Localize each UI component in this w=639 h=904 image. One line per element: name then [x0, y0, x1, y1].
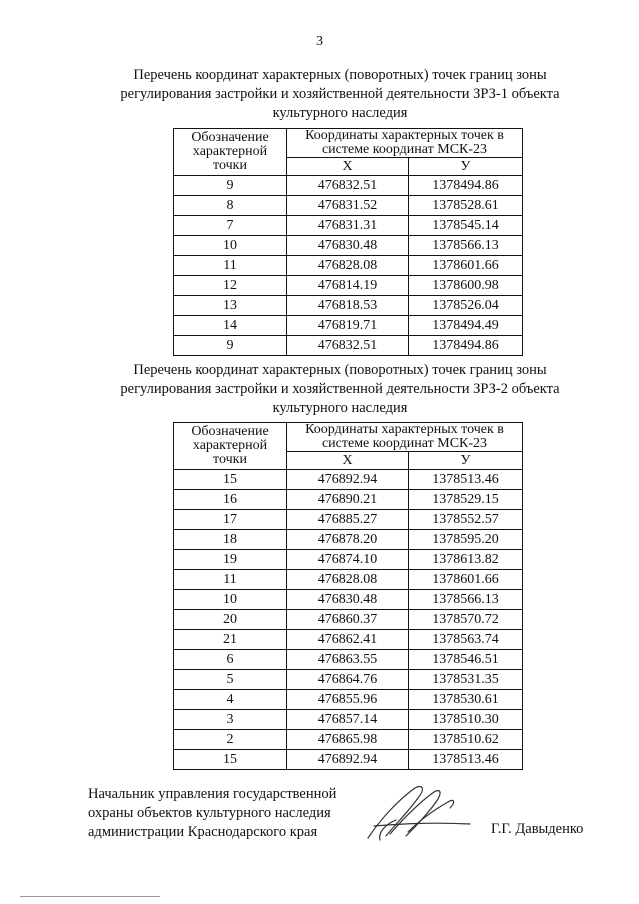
table1-body	[174, 176, 523, 356]
x-coordinate-cell: 476892.94	[287, 470, 409, 490]
header-y: У	[409, 158, 523, 176]
table-row	[174, 296, 523, 316]
x-coordinate-cell: 476828.08	[287, 256, 409, 276]
y-coordinate-cell: 1378529.15	[409, 490, 523, 510]
table-row	[174, 670, 523, 690]
point-cell: 14	[174, 316, 287, 336]
y-coordinate-cell: 1378552.57	[409, 510, 523, 530]
point-cell: 5	[174, 670, 287, 690]
signatory-position	[88, 785, 336, 842]
x-coordinate-cell: 476830.48	[287, 590, 409, 610]
table-row	[174, 570, 523, 590]
x-coordinate-cell: 476857.14	[287, 710, 409, 730]
header-point-designation: Обозначение характерной точки	[174, 129, 287, 176]
table-row	[174, 750, 523, 770]
handwritten-signature	[360, 780, 475, 845]
point-cell: 6	[174, 650, 287, 670]
table-row	[174, 316, 523, 336]
table-row	[174, 650, 523, 670]
point-cell: 2	[174, 730, 287, 750]
table2-body	[174, 470, 523, 770]
table-row	[174, 590, 523, 610]
x-coordinate-cell: 476860.37	[287, 610, 409, 630]
x-coordinate-cell: 476862.41	[287, 630, 409, 650]
point-cell: 15	[174, 750, 287, 770]
point-cell: 8	[174, 196, 287, 216]
table-row	[174, 730, 523, 750]
point-cell: 7	[174, 216, 287, 236]
header-point-designation: Обозначение характерной точки	[174, 423, 287, 470]
table-row	[174, 490, 523, 510]
table-row	[174, 176, 523, 196]
table-row	[174, 630, 523, 650]
caption-line: Перечень координат характерных (поворотных) точек границ зоны	[133, 362, 547, 378]
x-coordinate-cell: 476819.71	[287, 316, 409, 336]
y-coordinate-cell: 1378513.46	[409, 750, 523, 770]
point-cell: 11	[174, 570, 287, 590]
point-cell: 20	[174, 610, 287, 630]
header-coordinates: Координаты характерных точек в системе координат МСК-23	[287, 423, 523, 452]
y-coordinate-cell: 1378570.72	[409, 610, 523, 630]
table-row	[174, 510, 523, 530]
table-row	[174, 550, 523, 570]
position-line: Начальник управления государственной	[88, 786, 337, 802]
caption-line: регулирования застройки и хозяйственной деятельности ЗРЗ-1 объекта	[120, 86, 560, 102]
x-coordinate-cell: 476855.96	[287, 690, 409, 710]
table-row	[174, 710, 523, 730]
y-coordinate-cell: 1378595.20	[409, 530, 523, 550]
point-cell: 10	[174, 236, 287, 256]
table-row	[174, 256, 523, 276]
y-coordinate-cell: 1378510.62	[409, 730, 523, 750]
position-line: охраны объектов культурного наследия	[88, 805, 331, 821]
x-coordinate-cell: 476828.08	[287, 570, 409, 590]
caption-line: регулирования застройки и хозяйственной деятельности ЗРЗ-2 объекта	[120, 381, 560, 397]
x-coordinate-cell: 476832.51	[287, 336, 409, 356]
point-cell: 18	[174, 530, 287, 550]
x-coordinate-cell: 476831.52	[287, 196, 409, 216]
y-coordinate-cell: 1378494.86	[409, 176, 523, 196]
table-row	[174, 470, 523, 490]
table-row	[174, 216, 523, 236]
x-coordinate-cell: 476890.21	[287, 490, 409, 510]
header-y: У	[409, 452, 523, 470]
caption-line: культурного наследия	[272, 105, 408, 121]
y-coordinate-cell: 1378530.61	[409, 690, 523, 710]
x-coordinate-cell: 476832.51	[287, 176, 409, 196]
x-coordinate-cell: 476885.27	[287, 510, 409, 530]
caption-line: Перечень координат характерных (поворотных) точек границ зоны	[133, 67, 547, 83]
point-cell: 15	[174, 470, 287, 490]
point-cell: 9	[174, 176, 287, 196]
point-cell: 11	[174, 256, 287, 276]
y-coordinate-cell: 1378494.86	[409, 336, 523, 356]
point-cell: 12	[174, 276, 287, 296]
y-coordinate-cell: 1378513.46	[409, 470, 523, 490]
point-cell: 4	[174, 690, 287, 710]
table-row	[174, 610, 523, 630]
x-coordinate-cell: 476863.55	[287, 650, 409, 670]
y-coordinate-cell: 1378566.13	[409, 236, 523, 256]
header-x: Х	[287, 452, 409, 470]
header-coordinates: Координаты характерных точек в системе координат МСК-23	[287, 129, 523, 158]
table-row	[174, 196, 523, 216]
y-coordinate-cell: 1378566.13	[409, 590, 523, 610]
y-coordinate-cell: 1378563.74	[409, 630, 523, 650]
x-coordinate-cell: 476864.76	[287, 670, 409, 690]
point-cell: 17	[174, 510, 287, 530]
x-coordinate-cell: 476865.98	[287, 730, 409, 750]
y-coordinate-cell: 1378494.49	[409, 316, 523, 336]
point-cell: 16	[174, 490, 287, 510]
coordinates-table-zrz1	[173, 128, 523, 356]
point-cell: 13	[174, 296, 287, 316]
y-coordinate-cell: 1378613.82	[409, 550, 523, 570]
table-row	[174, 690, 523, 710]
coordinates-table-zrz2	[173, 422, 523, 770]
point-cell: 10	[174, 590, 287, 610]
page-number: 3	[316, 34, 323, 49]
caption-line: культурного наследия	[272, 400, 408, 416]
table-row	[174, 530, 523, 550]
table2-caption	[100, 361, 580, 418]
header-x: Х	[287, 158, 409, 176]
point-cell: 3	[174, 710, 287, 730]
signer-name: Г.Г. Давыденко	[491, 821, 584, 837]
point-cell: 21	[174, 630, 287, 650]
point-cell: 19	[174, 550, 287, 570]
y-coordinate-cell: 1378601.66	[409, 256, 523, 276]
position-line: администрации Краснодарского края	[88, 824, 318, 840]
y-coordinate-cell: 1378526.04	[409, 296, 523, 316]
x-coordinate-cell: 476814.19	[287, 276, 409, 296]
x-coordinate-cell: 476892.94	[287, 750, 409, 770]
x-coordinate-cell: 476878.20	[287, 530, 409, 550]
table-row	[174, 276, 523, 296]
x-coordinate-cell: 476874.10	[287, 550, 409, 570]
table-row	[174, 336, 523, 356]
footer-rule	[20, 896, 160, 897]
point-cell: 9	[174, 336, 287, 356]
y-coordinate-cell: 1378528.61	[409, 196, 523, 216]
table-row	[174, 236, 523, 256]
x-coordinate-cell: 476830.48	[287, 236, 409, 256]
x-coordinate-cell: 476831.31	[287, 216, 409, 236]
y-coordinate-cell: 1378601.66	[409, 570, 523, 590]
y-coordinate-cell: 1378531.35	[409, 670, 523, 690]
table1-caption	[100, 66, 580, 123]
x-coordinate-cell: 476818.53	[287, 296, 409, 316]
y-coordinate-cell: 1378510.30	[409, 710, 523, 730]
y-coordinate-cell: 1378600.98	[409, 276, 523, 296]
y-coordinate-cell: 1378546.51	[409, 650, 523, 670]
y-coordinate-cell: 1378545.14	[409, 216, 523, 236]
